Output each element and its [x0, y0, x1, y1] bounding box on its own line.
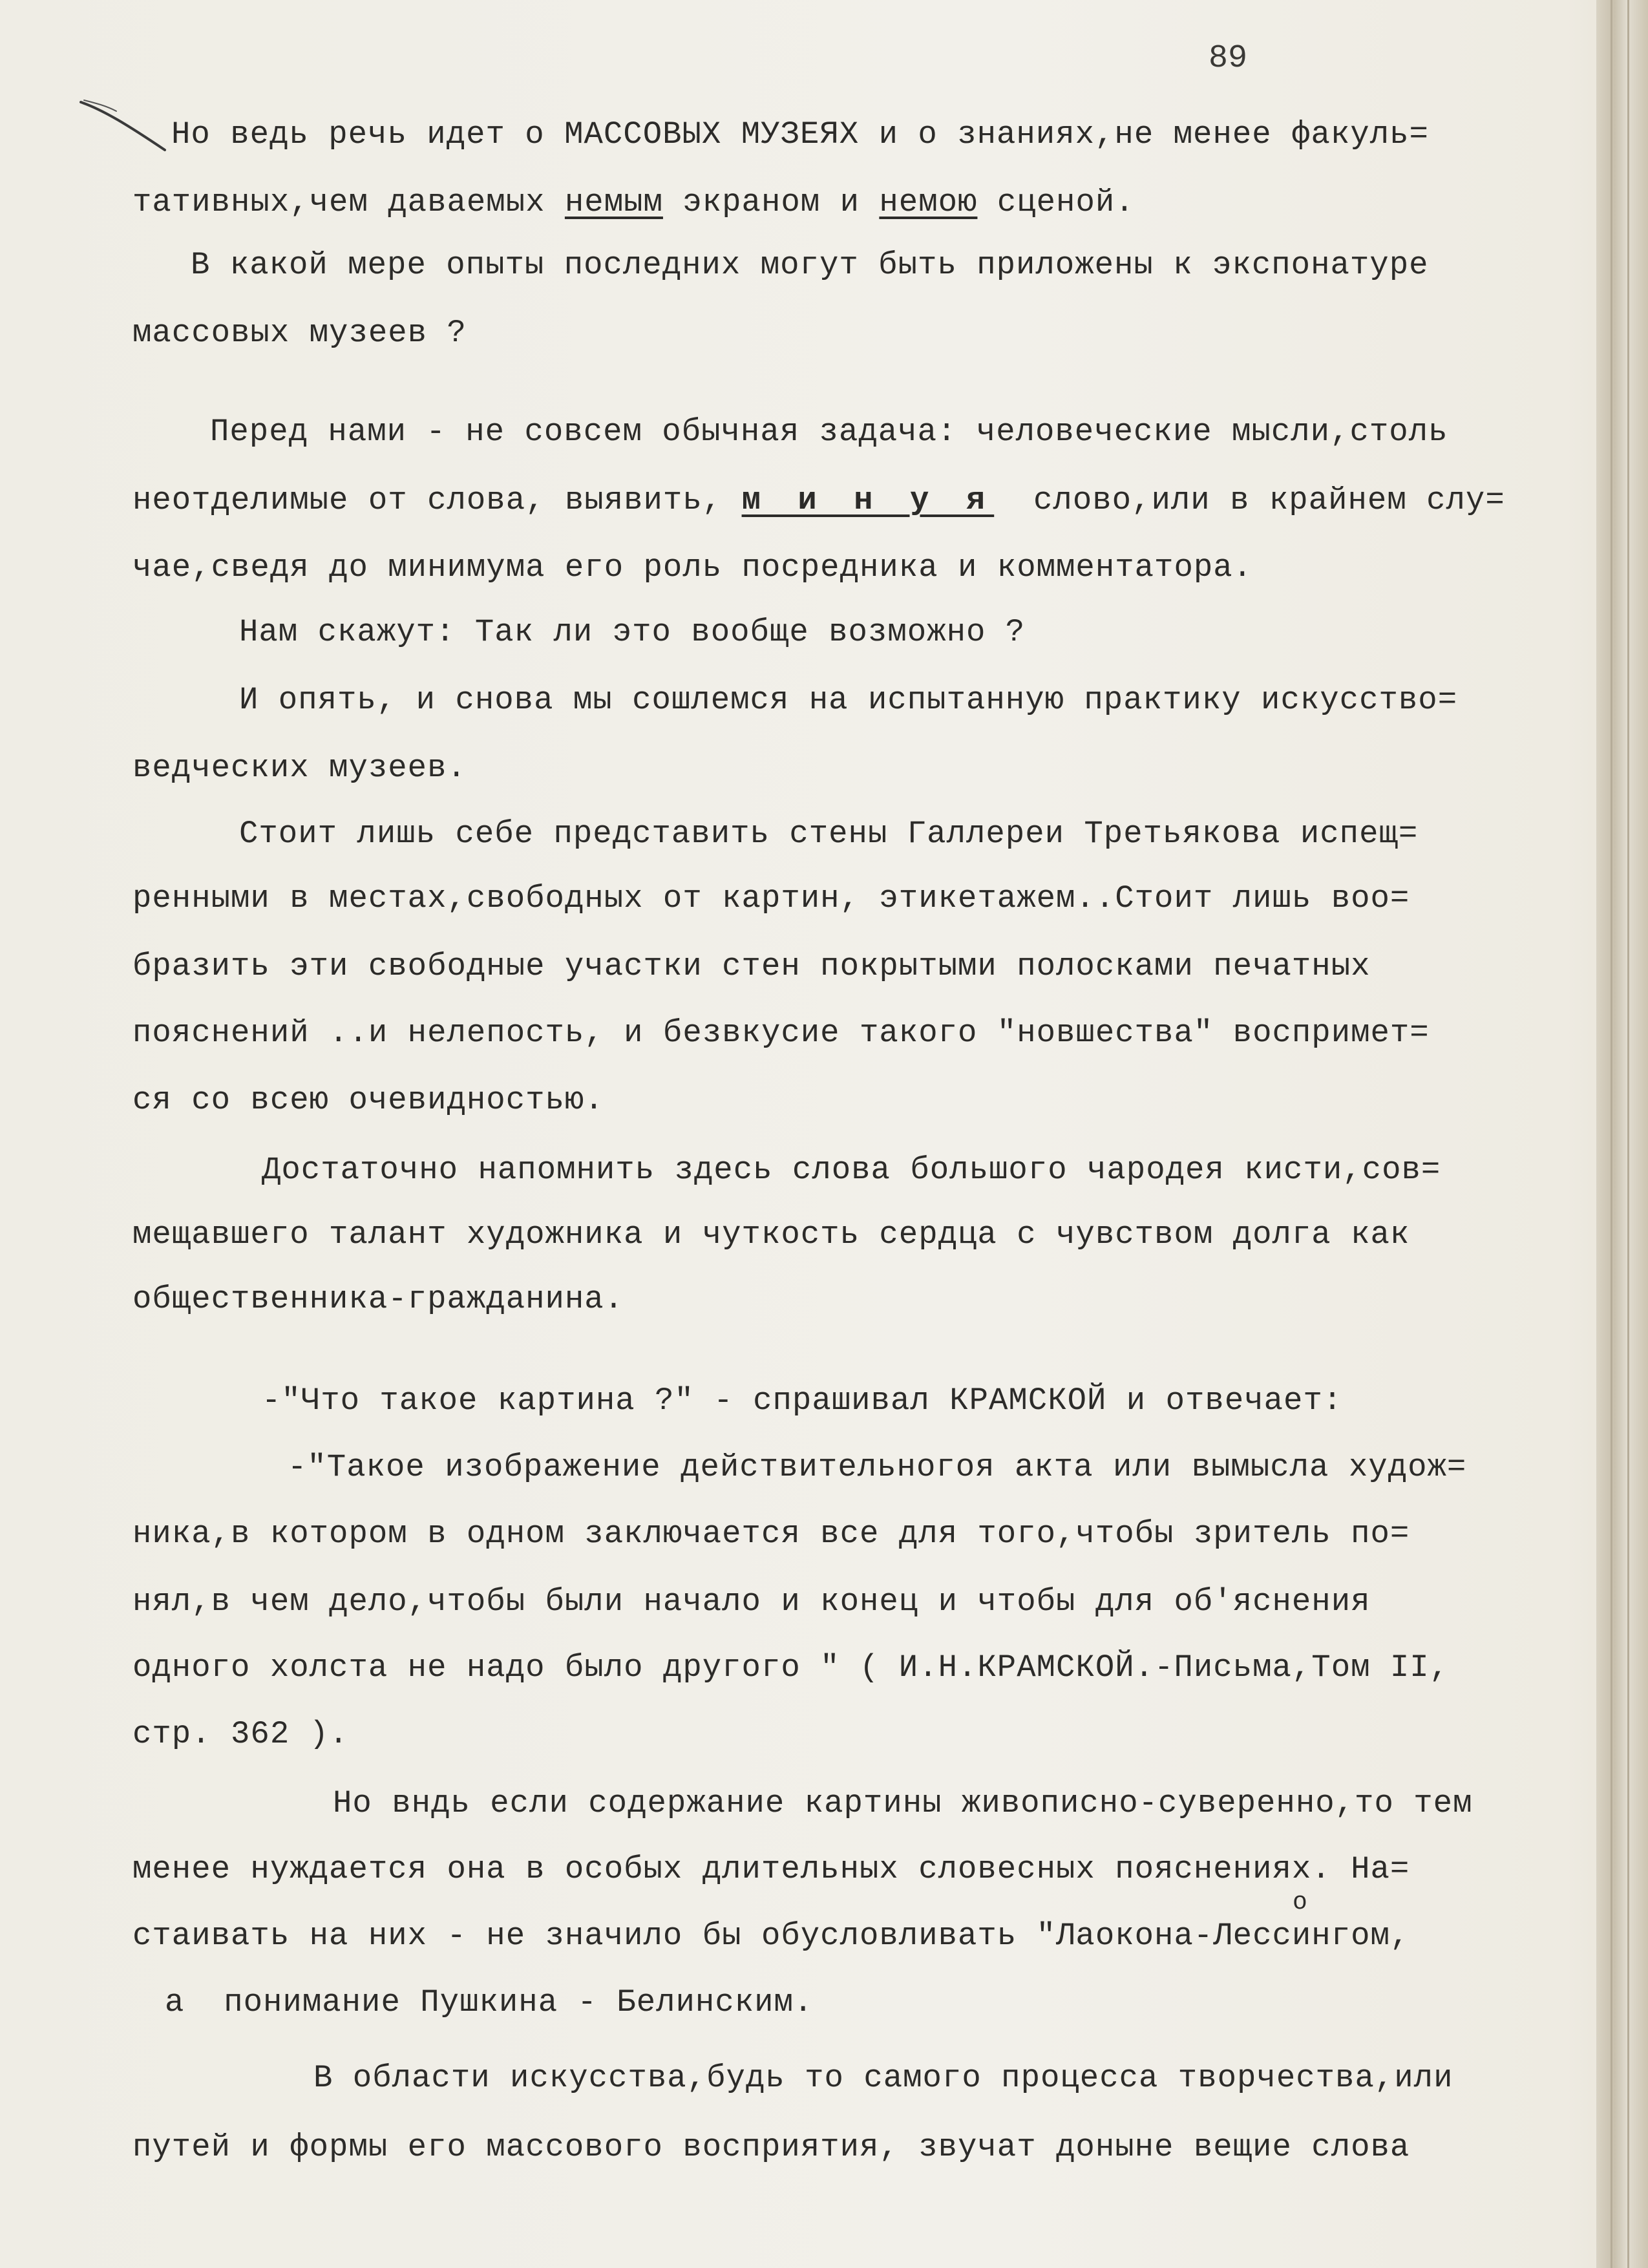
- text-line: Нам скажут: Так ли это вообще возможно ?: [239, 614, 1026, 650]
- text-line: общественника-гражданина.: [132, 1281, 624, 1317]
- text-fragment: сценой.: [977, 184, 1135, 220]
- text-line: Но вндь если содержание картины живописно-суверенно,то тем: [333, 1785, 1473, 1821]
- text-line: ведческих музеев.: [132, 750, 467, 786]
- text-line: В какой мере опыты последних могут быть приложены к экспонатуре: [191, 247, 1429, 283]
- paper-edge: [1596, 0, 1648, 2268]
- text-line: бразить эти свободные участки стен покрытыми полосками печатных: [132, 948, 1371, 984]
- text-line: стаивать на них - не значило бы обусловливать "Лаокона-Лессингом,: [132, 1918, 1410, 1954]
- text-line: Стоит лишь себе представить стены Галлереи Третьякова испещ=: [239, 816, 1419, 852]
- text-fragment: экраном и: [662, 184, 880, 220]
- underlined-word: немым: [564, 184, 663, 220]
- handwritten-correction: о: [1293, 1889, 1307, 1916]
- text-line: нял,в чем дело,чтобы были начало и конец и чтобы для об'яснения: [132, 1584, 1371, 1620]
- underlined-word: немою: [879, 184, 978, 220]
- text-fragment: слово,или в крайнем слу=: [994, 482, 1505, 518]
- paper-edge-line: [1627, 0, 1629, 2268]
- pencil-mark: [78, 97, 174, 155]
- text-line: а понимание Пушкина - Белинским.: [165, 1984, 814, 2020]
- paper-edge-line: [1611, 0, 1612, 2268]
- text-line: ренными в местах,свободных от картин, этикетажем..Стоит лишь воо=: [132, 880, 1410, 917]
- text-line: путей и формы его массового восприятия, звучат доныне вещие слова: [132, 2129, 1410, 2165]
- text-line: одного холста не надо было другого " ( И.Н.КРАМСКОЙ.-Письма,Том II,: [132, 1649, 1450, 1686]
- text-fragment: неотделимые от слова, выявить,: [132, 482, 742, 518]
- text-line: -"Что такое картина ?" - спрашивал КРАМСКОЙ и отвечает:: [262, 1383, 1343, 1419]
- text-line: [132, 183, 1135, 222]
- text-line: стр. 362 ).: [132, 1716, 349, 1752]
- text-line: Достаточно напомнить здесь слова большого чародея кисти,сов=: [262, 1152, 1441, 1188]
- text-line: -"Такое изображение действительногоя акта или вымысла худож=: [288, 1449, 1467, 1485]
- text-line: ника,в котором в одном заключается все для того,чтобы зритель по=: [132, 1516, 1410, 1552]
- text-line: пояснений ..и нелепость, и безвкусие такого "новшества" воспримет=: [132, 1015, 1430, 1051]
- text-line: И опять, и снова мы сошлемся на испытанную практику искусство=: [239, 682, 1458, 718]
- text-line: Но ведь речь идет о МАССОВЫХ МУЗЕЯХ и о знаниях,не менее факуль=: [171, 116, 1429, 153]
- text-line: В области искусства,будь то самого процесса творчества,или: [313, 2060, 1453, 2096]
- text-line: чае,сведя до минимума его роль посредника и комментатора.: [132, 549, 1253, 586]
- text-line: менее нуждается она в особых длительных словесных пояснениях. На=: [132, 1851, 1410, 1887]
- text-line: [132, 481, 1505, 520]
- text-line: ся со всею очевидностью.: [132, 1082, 604, 1118]
- page-number: 89: [1209, 40, 1248, 77]
- text-line: Перед нами - не совсем обычная задача: человеческие мысли,столь: [210, 414, 1448, 450]
- text-line: мещавшего талант художника и чуткость сердца с чувством долга как: [132, 1216, 1410, 1253]
- text-fragment: тативных,чем даваемых: [132, 184, 565, 220]
- emphasized-word: м и н у я: [741, 482, 995, 518]
- text-line: массовых музеев ?: [132, 315, 467, 351]
